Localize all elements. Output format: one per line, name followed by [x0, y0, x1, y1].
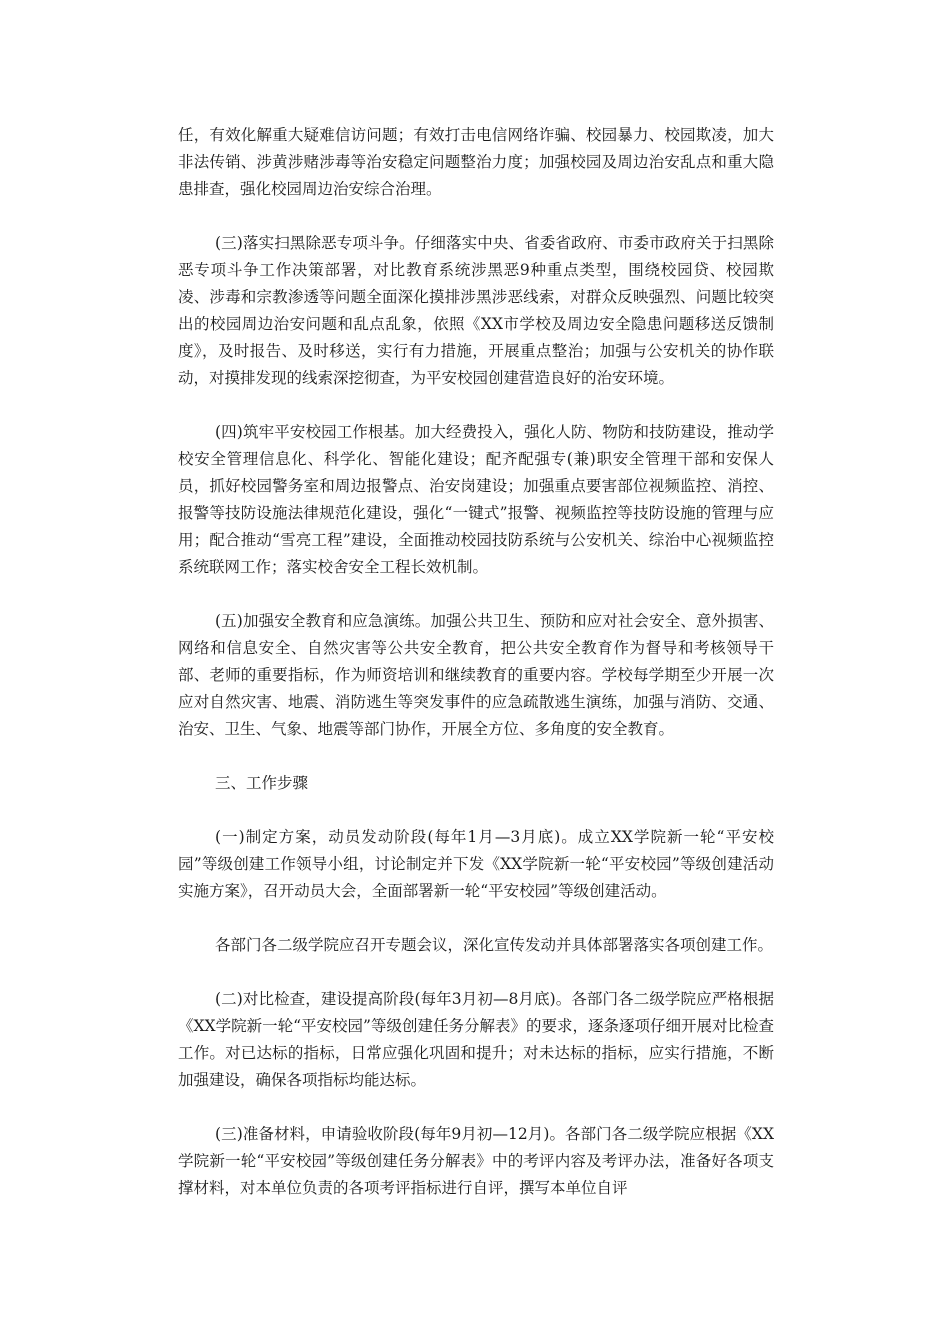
- document-page: [178, 122, 774, 1229]
- paragraph-continued: 任，有效化解重大疑难信访问题；有效打击电信网络诈骗、校园暴力、校园欺凌，加大非法传销、涉黄涉赌涉毒等治安稳定问题整治力度；加强校园及周边治安乱点和重大隐患排查，强化校园周边治安综合治理。: [178, 126, 774, 198]
- paragraph-step-2: (二)对比检查，建设提高阶段(每年3月初—8月底)。各部门各二级学院应严格根据《XX学院新一轮“平安校园”等级创建任务分解表》的要求，逐条逐项仔细开展对比检查工作。对已达标的指标，日常应强化巩固和提升；对未达标的指标，应实行措施，不断加强建设，确保各项指标均能达标。: [178, 990, 774, 1089]
- paragraph-step-3: (三)准备材料，申请验收阶段(每年9月初—12月)。各部门各二级学院应根据《XX学院新一轮“平安校园”等级创建任务分解表》中的考评内容及考评办法，准备好各项支撑材料，对本单位负责的各项考评指标进行自评，撰写本单位自评: [178, 1125, 774, 1197]
- paragraph-step-1: (一)制定方案，动员发动阶段(每年1月—3月底)。成立XX学院新一轮“平安校园”等级创建工作领导小组，讨论制定并下发《XX学院新一轮“平安校园”等级创建活动实施方案》，召开动员大会，全面部署新一轮“平安校园”等级创建活动。: [178, 828, 774, 900]
- paragraph-section-3: (三)落实扫黑除恶专项斗争。仔细落实中央、省委省政府、市委市政府关于扫黑除恶专项斗争工作决策部署，对比教育系统涉黑恶9种重点类型，围绕校园贷、校园欺凌、涉毒和宗教渗透等问题全面深化摸排涉黑涉恶线索，对群众反映强烈、问题比较突出的校园周边治安问题和乱点乱象，依照《XX市学校及周边安全隐患问题移送反馈制度》，及时报告、及时移送，实行有力措施，开展重点整治；加强与公安机关的协作联动，对摸排发现的线索深挖彻查，为平安校园创建营造良好的治安环境。: [178, 234, 774, 387]
- paragraph-section-5: (五)加强安全教育和应急演练。加强公共卫生、预防和应对社会安全、意外损害、网络和信息安全、自然灾害等公共安全教育，把公共安全教育作为督导和考核领导干部、老师的重要指标，作为师资培训和继续教育的重要内容。学校每学期至少开展一次应对自然灾害、地震、消防逃生等突发事件的应急疏散逃生演练，加强与消防、交通、治安、卫生、气象、地震等部门协作，开展全方位、多角度的安全教育。: [178, 612, 774, 738]
- section-heading-work-steps: 三、工作步骤: [215, 774, 309, 792]
- paragraph-section-4: (四)筑牢平安校园工作根基。加大经费投入，强化人防、物防和技防建设，推动学校安全管理信息化、科学化、智能化建设；配齐配强专(兼)职安全管理干部和安保人员，抓好校园警务室和周边报警点、治安岗建设；加强重点要害部位视频监控、消控、报警等技防设施法律规范化建设，强化“一键式”报警、视频监控等技防设施的管理与应用；配合推动“雪亮工程”建设，全面推动校园技防系统与公安机关、综治中心视频监控系统联网工作；落实校舍安全工程长效机制。: [178, 423, 774, 576]
- paragraph-step-1-note: 各部门各二级学院应召开专题会议，深化宣传发动并具体部署落实各项创建工作。: [215, 936, 774, 954]
